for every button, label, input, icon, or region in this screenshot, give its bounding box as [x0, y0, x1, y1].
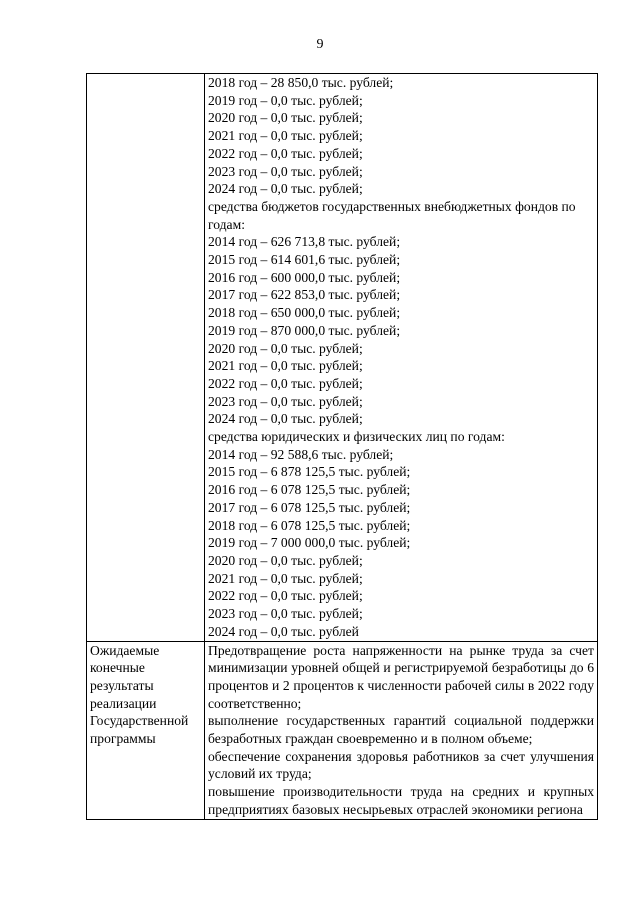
expected-results-row [87, 641, 598, 819]
funding-line: 2014 год – 626 713,8 тыс. рублей; [208, 234, 401, 250]
funding-line: 2021 год – 0,0 тыс. рублей; [208, 128, 363, 144]
results-paragraph: обеспечение сохранения здоровья работников за счет улучшения условий их труда; [208, 748, 594, 782]
funding-line: 2023 год – 0,0 тыс. рублей; [208, 606, 363, 622]
expected-results-label-cell [87, 641, 205, 819]
funding-line: 2020 год – 0,0 тыс. рублей; [208, 552, 363, 568]
funding-line: 2018 год – 28 850,0 тыс. рублей; [208, 75, 394, 90]
results-label-line: Ожидаемые [90, 642, 160, 658]
results-label-line: программы [90, 731, 156, 747]
funding-row [87, 74, 598, 642]
funding-line: 2024 год – 0,0 тыс. рублей; [208, 411, 363, 427]
funding-line: 2024 год – 0,0 тыс. рублей; [208, 181, 363, 197]
page-number: 9 [316, 37, 324, 52]
funding-line: 2021 год – 0,0 тыс. рублей; [208, 570, 363, 586]
funding-line: 2020 год – 0,0 тыс. рублей; [208, 340, 363, 356]
results-paragraph: выполнение государственных гарантий социальной поддержки безработных граждан своевременно и в полном объеме; [208, 713, 594, 747]
funding-line: 2017 год – 622 853,0 тыс. рублей; [208, 287, 401, 303]
funding-line: 2020 год – 0,0 тыс. рублей; [208, 110, 363, 126]
results-label-line: Государственной [90, 713, 189, 729]
results-label-line: конечные [90, 660, 145, 676]
funding-line: 2018 год – 6 078 125,5 тыс. рублей; [208, 517, 411, 533]
funding-line: 2016 год – 6 078 125,5 тыс. рублей; [208, 482, 411, 498]
funding-line: 2017 год – 6 078 125,5 тыс. рублей; [208, 499, 411, 515]
funding-line: 2024 год – 0,0 тыс. рублей [208, 623, 359, 639]
funding-line: 2019 год – 870 000,0 тыс. рублей; [208, 322, 401, 338]
funding-label-cell [87, 74, 205, 642]
funding-line: 2022 год – 0,0 тыс. рублей; [208, 588, 363, 604]
program-passport-table [86, 73, 598, 820]
funding-line: 2016 год – 600 000,0 тыс. рублей; [208, 269, 401, 285]
funding-source-heading: средства бюджетов государственных внебюджетных фондов по годам: [208, 198, 576, 232]
results-paragraph: повышение производительности труда на средних и крупных предприятиях базовых несырьевых отраслей экономики региона [208, 784, 594, 817]
funding-line: 2022 год – 0,0 тыс. рублей; [208, 145, 363, 161]
funding-line: 2014 год – 92 588,6 тыс. рублей; [208, 446, 394, 462]
results-paragraph: Предотвращение роста напряженности на рынке труда за счет минимизации уровней общей и регистрируемой безработицы до 6 процентов и 2 процентов к численности рабочей силы в 2022 году соответственно; [208, 642, 594, 711]
expected-results-text-cell [205, 641, 598, 819]
funding-line: 2021 год – 0,0 тыс. рублей; [208, 358, 363, 374]
funding-line: 2019 год – 0,0 тыс. рублей; [208, 92, 363, 108]
funding-source-heading: средства юридических и физических лиц по годам: [208, 429, 505, 445]
results-label-line: реализации [90, 695, 157, 711]
funding-line: 2015 год – 6 878 125,5 тыс. рублей; [208, 464, 411, 480]
funding-line: 2015 год – 614 601,6 тыс. рублей; [208, 252, 401, 268]
funding-line: 2019 год – 7 000 000,0 тыс. рублей; [208, 535, 411, 551]
funding-line: 2023 год – 0,0 тыс. рублей; [208, 393, 363, 409]
funding-values-cell [205, 74, 598, 642]
funding-line: 2022 год – 0,0 тыс. рублей; [208, 375, 363, 391]
funding-line: 2018 год – 650 000,0 тыс. рублей; [208, 305, 401, 321]
results-label-line: результаты [90, 677, 154, 693]
funding-line: 2023 год – 0,0 тыс. рублей; [208, 163, 363, 179]
